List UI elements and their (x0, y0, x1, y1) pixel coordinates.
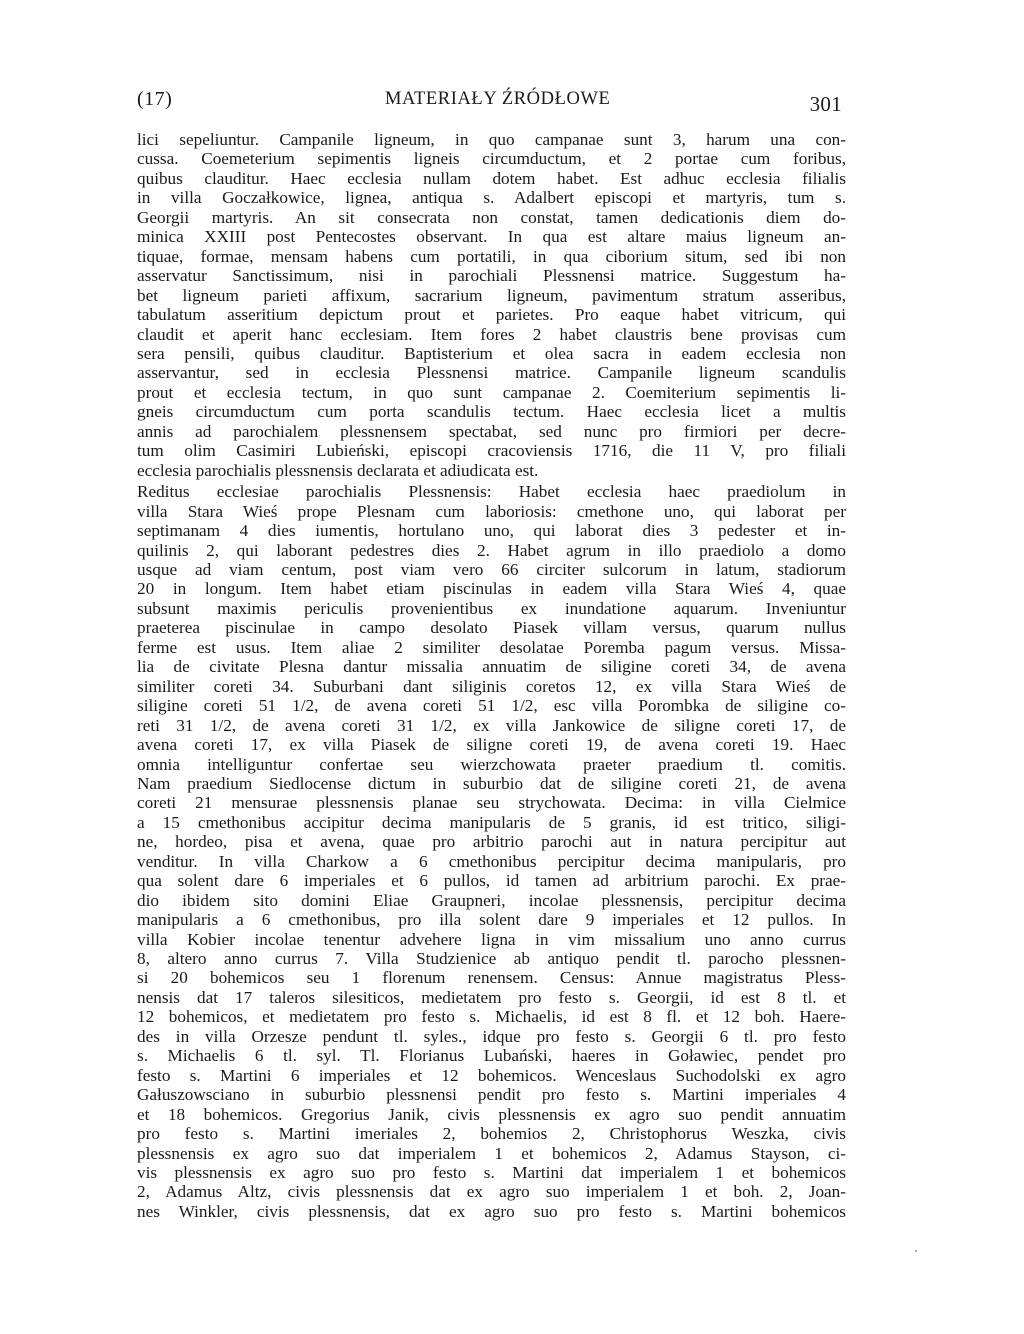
text-line: quilinis 2, qui laborant pedestres dies 2. Habet agrum in illo praediolo a domo (137, 540, 846, 560)
text-line: ferme est usus. Item aliae 2 similiter desolatae Poremba pagum versus. Missa- (137, 637, 846, 657)
text-line: omnia intelliguntur confertae seu wierzchowata praeter praedium tl. comitis. (137, 754, 846, 774)
text-line: si 20 bohemicos seu 1 florenum renensem. Census: Annue magistratus Pless- (137, 968, 846, 988)
text-line: similiter coreti 34. Suburbani dant siliginis coretos 12, ex villa Stara Wieś de (137, 676, 846, 696)
text-line: gneis circumductum cum porta scandulis tectum. Haec ecclesia licet a multis (137, 402, 846, 422)
text-line: venditur. In villa Charkow a 6 cmethonibus percipitur decima manipularis, pro (137, 851, 846, 871)
text-line: villa Stara Wieś prope Plesnam cum laboriosis: cmethone uno, qui laborat per (137, 501, 846, 521)
paragraph (137, 482, 846, 1221)
text-line: asservantur, sed in ecclesia Plessnensi matrice. Campanile ligneum scandulis (137, 363, 846, 383)
text-line: manipularis a 6 cmethonibus, pro illa solent dare 9 imperiales et 12 pullos. In (137, 910, 846, 930)
paragraph (137, 130, 846, 480)
text-line: prout et ecclesia tectum, in quo sunt campanae 2. Coemiterium sepimentis li- (137, 382, 846, 402)
text-line: asservatur Sanctissimum, nisi in parochiali Plessnensi matrice. Suggestum ha- (137, 266, 846, 286)
text-line: avena coreti 17, ex villa Piasek de siligne coreti 19, de avena coreti 19. Haec (137, 735, 846, 755)
text-line: a 15 cmethonibus accipitur decima manipularis de 5 granis, id est tritico, siligi- (137, 812, 846, 832)
body-text (137, 130, 846, 1221)
text-line: annis ad parochialem plessnensem spectabat, sed nunc pro firmiori per decre- (137, 421, 846, 441)
text-line: coreti 21 mensurae plessnensis planae seu strychowata. Decima: in villa Cielmice (137, 793, 846, 813)
text-line: 8, altero anno currus 7. Villa Studzienice ab antiquo pendit tl. parocho plessnen- (137, 949, 846, 969)
text-line: reti 31 1/2, de avena coreti 31 1/2, ex villa Jankowice de siligne coreti 17, de (137, 715, 846, 735)
text-line: siligine coreti 51 1/2, de avena coreti 51 1/2, esc villa Porombka de siligine co- (137, 696, 846, 716)
text-line: nensis dat 17 taleros silesiticos, medietatem pro festo s. Georgii, id est 8 tl. et (137, 987, 846, 1007)
text-line: sera pensili, quibus clauditur. Baptisterium et olea sacra in eadem ecclesia non (137, 343, 846, 363)
text-line: lici sepeliuntur. Campanile ligneum, in quo campanae sunt 3, harum una con- (137, 130, 846, 149)
text-line: cussa. Coemeterium sepimentis ligneis circumductum, et 2 portae cum foribus, (137, 149, 846, 169)
section-number: (17) (137, 88, 173, 110)
text-line: lia de civitate Plesna dantur missalia annuatim de siligine coreti 34, de avena (137, 657, 846, 677)
text-line: ne, hordeo, pisa et avena, quae pro arbitrio parochi aut in natura percipitur aut (137, 832, 846, 852)
text-line: Gałuszowsciano in suburbio plessnensi pendit pro festo s. Martini imperiales 4 (137, 1085, 846, 1105)
text-line: dio ibidem sito domini Eliae Graupneri, incolae plessnensis, percipitur decima (137, 890, 846, 910)
text-line: qua solent dare 6 imperiales et 6 pullos, id tamen ad arbitrium parochi. Ex prae- (137, 871, 846, 891)
text-line: praeterea piscinulae in campo desolato Piasek villam versus, quarum nullus (137, 618, 846, 638)
text-line: nes Winkler, civis plessnensis, dat ex agro suo pro festo s. Martini bohemicos (137, 1201, 846, 1221)
page-number: 301 (809, 92, 842, 116)
text-line: usque ad viam centum, post viam vero 66 circiter sulcorum in latum, stadiorum (137, 559, 846, 579)
running-header (137, 88, 842, 116)
text-line: des in villa Orzesze pendunt tl. syles., idque pro festo s. Georgii 6 tl. pro festo (137, 1026, 846, 1046)
scan-speck (915, 1250, 917, 1252)
text-line: et 18 bohemicos. Gregorius Janik, civis plessnensis ex agro suo pendit annuatim (137, 1104, 846, 1124)
text-line: minica XXIII post Pentecostes observant. In qua est altare maius ligneum an- (137, 227, 846, 247)
text-line: in villa Goczałkowice, lignea, antiqua s. Adalbert episcopi et martyris, tum s. (137, 188, 846, 208)
text-line: quibus clauditur. Haec ecclesia nullam dotem habet. Est adhuc ecclesia filialis (137, 168, 846, 188)
text-line: ecclesia parochialis plessnensis declarata et adiudicata est. (137, 460, 539, 480)
text-line: tum olim Casimiri Lubieński, episcopi cracoviensis 1716, die 11 V, pro filiali (137, 441, 846, 461)
text-line: subsunt maximis periculis provenientibus ex inundatione aquarum. Inveniuntur (137, 598, 846, 618)
text-line: Reditus ecclesiae parochialis Plessnensis: Habet ecclesia haec praediolum in (137, 482, 846, 502)
text-line: festo s. Martini 6 imperiales et 12 bohemicos. Wenceslaus Suchodolski ex agro (137, 1065, 846, 1085)
text-line: bet ligneum parieti affixum, sacrarium ligneum, pavimentum stratum asseribus, (137, 285, 846, 305)
text-line: s. Michaelis 6 tl. syl. Tl. Florianus Lubański, haeres in Goławiec, pendet pro (137, 1046, 846, 1066)
text-line: plessnensis ex agro suo dat imperialem 1 et bohemicos 2, Adamus Stayson, ci- (137, 1143, 846, 1163)
text-line: villa Kobier incolae tenentur advehere ligna in vim missalium uno anno currus (137, 929, 846, 949)
text-line: tiquae, formae, mensam habens cum portatili, in qua ciborium situm, sed ibi non (137, 246, 846, 266)
text-line: claudit et aperit hanc ecclesiam. Item fores 2 habet claustris bene provisas cum (137, 324, 846, 344)
text-line: 12 bohemicos, et medietatem pro festo s. Michaelis, id est 8 fl. et 12 boh. Haere- (137, 1007, 846, 1027)
text-line: tabulatum asseritium depictum prout et parietes. Pro eaque habet vitricum, qui (137, 305, 846, 325)
text-line: pro festo s. Martini imeriales 2, bohemios 2, Christophorus Weszka, civis (137, 1124, 846, 1144)
text-line: septimanam 4 dies iumentis, hortulano uno, qui laborat dies 3 pedester et in- (137, 521, 846, 541)
text-line: vis plessnensis ex agro suo pro festo s. Martini dat imperialem 1 et bohemicos (137, 1163, 846, 1183)
running-title: MATERIAŁY ŹRÓDŁOWE (385, 89, 611, 109)
text-line: 20 in longum. Item habet etiam piscinulas in eadem villa Stara Wieś 4, quae (137, 579, 846, 599)
text-line: Nam praedium Siedlocense dictum in suburbio dat de siligine coreti 21, de avena (137, 773, 846, 793)
text-line: 2, Adamus Altz, civis plessnensis dat ex agro suo imperialem 1 et boh. 2, Joan- (137, 1182, 846, 1202)
text-line: Georgii martyris. An sit consecrata non constat, tamen dedicationis diem do- (137, 207, 846, 227)
